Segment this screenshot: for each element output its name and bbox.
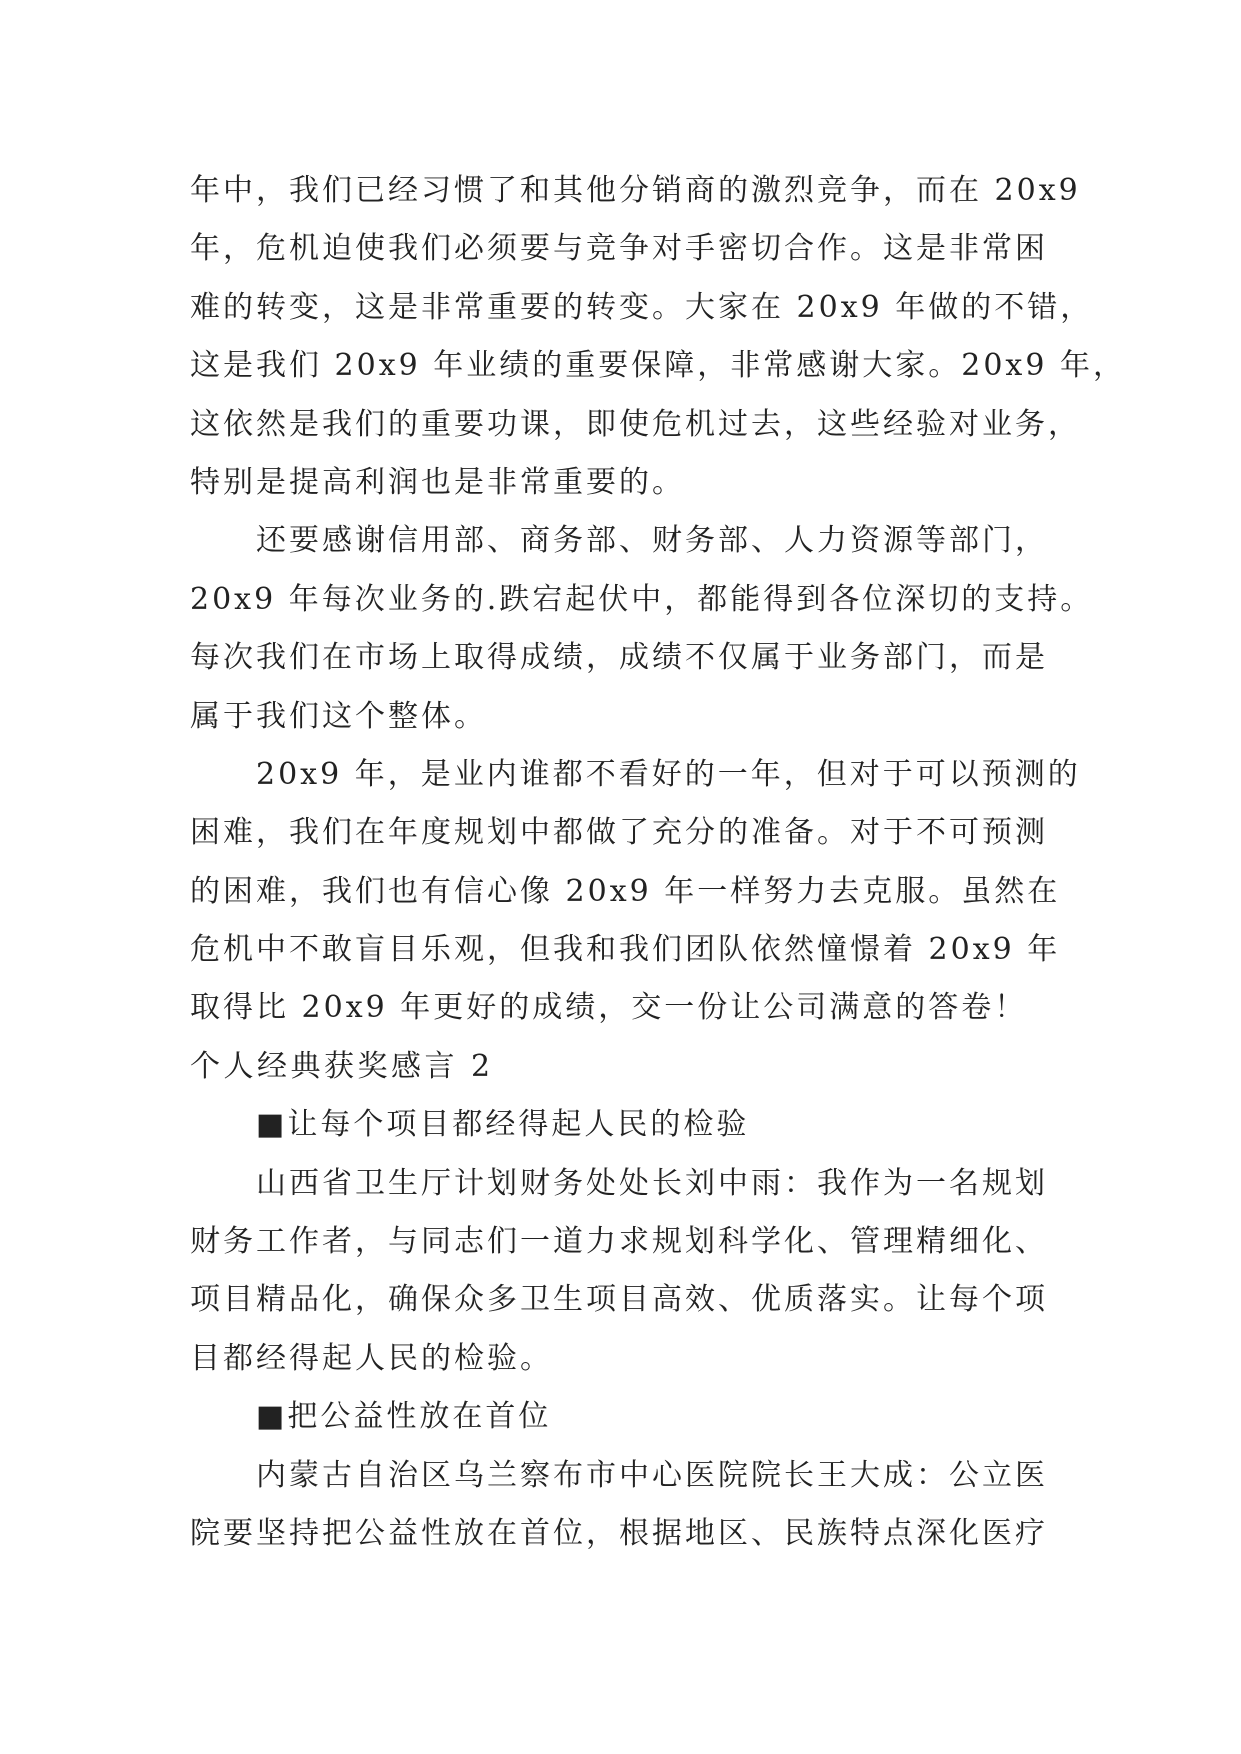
text-line: 目都经得起人民的检验。 (190, 1340, 553, 1376)
paragraph-start-line: 内蒙古自治区乌兰察布市中心医院院长王大成：公立医 (256, 1457, 1048, 1493)
text-line: 这是我们 20x9 年业绩的重要保障，非常感谢大家。20x9 年， (190, 348, 1126, 384)
text-line: 院要坚持把公益性放在首位，根据地区、民族特点深化医疗 (190, 1515, 1048, 1551)
paragraph-start-line: 20x9 年，是业内谁都不看好的一年，但对于可以预测的 (256, 756, 1081, 792)
text-line: 危机中不敢盲目乐观，但我和我们团队依然憧憬着 20x9 年 (190, 932, 1061, 968)
text-line: 难的转变，这是非常重要的转变。大家在 20x9 年做的不错， (190, 289, 1094, 325)
text-line: 取得比 20x9 年更好的成绩，交一份让公司满意的答卷！ (190, 990, 1028, 1026)
subheading-line: ■让每个项目都经得起人民的检验 (256, 1107, 750, 1143)
document-body (190, 162, 1126, 1563)
text-line: 属于我们这个整体。 (190, 698, 487, 734)
paragraph-start-line: 山西省卫生厅计划财务处处长刘中雨：我作为一名规划 (256, 1165, 1048, 1201)
text-line: 特别是提高利润也是非常重要的。 (190, 464, 685, 500)
text-line: 的困难，我们也有信心像 20x9 年一样努力去克服。虽然在 (190, 873, 1061, 909)
text-line: 年，危机迫使我们必须要与竞争对手密切合作。这是非常困 (190, 231, 1048, 267)
text-line: 20x9 年每次业务的.跌宕起伏中，都能得到各位深切的支持。 (190, 581, 1094, 617)
text-line: 每次我们在市场上取得成绩，成绩不仅属于业务部门，而是 (190, 640, 1048, 676)
paragraph-start-line: 还要感谢信用部、商务部、财务部、人力资源等部门， (256, 523, 1048, 559)
text-line: 困难，我们在年度规划中都做了充分的准备。对于不可预测 (190, 815, 1048, 851)
text-line: 财务工作者，与同志们一道力求规划科学化、管理精细化、 (190, 1224, 1048, 1260)
subheading-line: ■把公益性放在首位 (256, 1399, 552, 1435)
text-line: 项目精品化，确保众多卫生项目高效、优质落实。让每个项 (190, 1282, 1048, 1318)
text-line: 年中，我们已经习惯了和其他分销商的激烈竞争，而在 20x9 (190, 173, 1081, 208)
section-heading: 个人经典获奖感言 2 (190, 1048, 494, 1084)
text-line: 这依然是我们的重要功课，即使危机过去，这些经验对业务， (190, 406, 1081, 442)
